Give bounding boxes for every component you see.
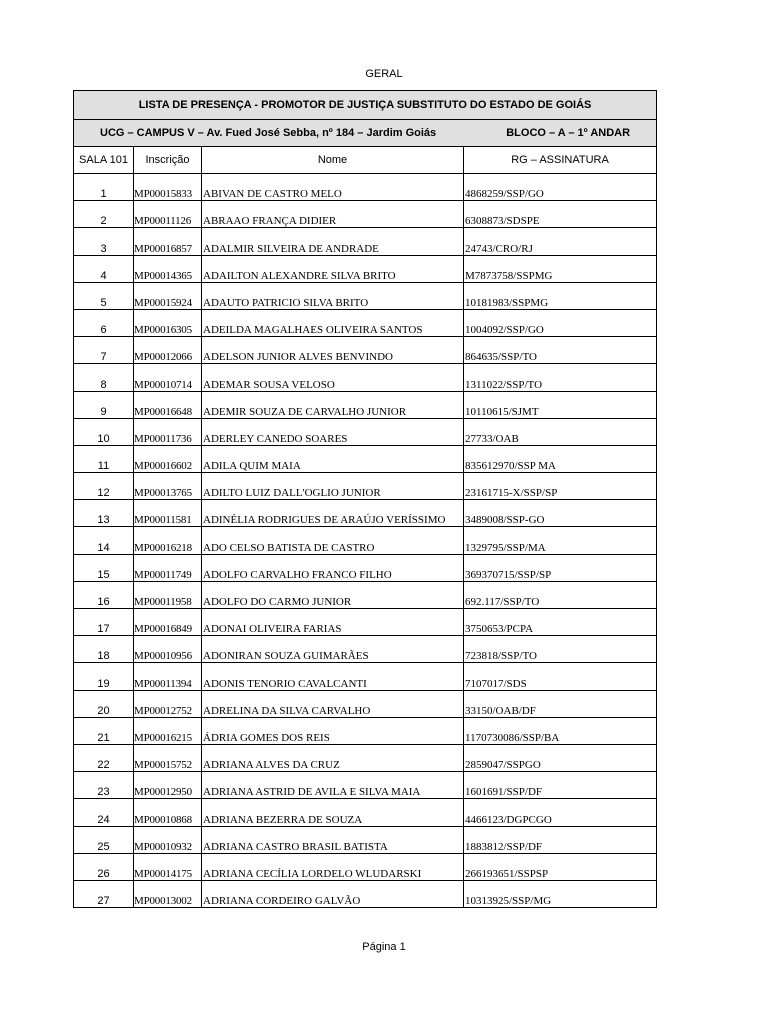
row-rg: 1329795/SSP/MA bbox=[464, 527, 657, 554]
row-rg: 692.117/SSP/TO bbox=[464, 581, 657, 608]
row-inscricao: MP00016849 bbox=[134, 609, 202, 636]
row-nome: ADRIANA ALVES DA CRUZ bbox=[202, 744, 464, 771]
row-number: 9 bbox=[74, 391, 134, 418]
table-row bbox=[74, 255, 657, 282]
row-number: 1 bbox=[74, 174, 134, 201]
row-number: 3 bbox=[74, 228, 134, 255]
block-text: BLOCO – A – 1º ANDAR bbox=[506, 127, 631, 139]
row-number: 25 bbox=[74, 826, 134, 853]
table-row bbox=[74, 282, 657, 309]
table-row bbox=[74, 391, 657, 418]
row-inscricao: MP00016602 bbox=[134, 445, 202, 472]
row-inscricao: MP00011394 bbox=[134, 663, 202, 690]
row-number: 10 bbox=[74, 418, 134, 445]
column-header-inscricao: Inscrição bbox=[134, 147, 202, 174]
row-rg: 24743/CRO/RJ bbox=[464, 228, 657, 255]
row-number: 2 bbox=[74, 201, 134, 228]
table-row bbox=[74, 337, 657, 364]
column-header-nome: Nome bbox=[202, 147, 464, 174]
table-row bbox=[74, 527, 657, 554]
row-rg: 7107017/SDS bbox=[464, 663, 657, 690]
row-nome: ADRIANA ASTRID DE AVILA E SILVA MAIA bbox=[202, 772, 464, 799]
row-rg: 266193651/SSPSP bbox=[464, 853, 657, 880]
row-rg: 864635/SSP/TO bbox=[464, 337, 657, 364]
table-row bbox=[74, 772, 657, 799]
row-inscricao: MP00016215 bbox=[134, 717, 202, 744]
table-row bbox=[74, 636, 657, 663]
row-number: 21 bbox=[74, 717, 134, 744]
row-nome: ADOLFO DO CARMO JUNIOR bbox=[202, 581, 464, 608]
row-rg: 369370715/SSP/SP bbox=[464, 554, 657, 581]
row-rg: 10313925/SSP/MG bbox=[464, 880, 657, 907]
row-inscricao: MP00013765 bbox=[134, 473, 202, 500]
row-nome: ADERLEY CANEDO SOARES bbox=[202, 418, 464, 445]
row-nome: ABRAAO FRANÇA DIDIER bbox=[202, 201, 464, 228]
row-inscricao: MP00010714 bbox=[134, 364, 202, 391]
table-row bbox=[74, 445, 657, 472]
row-nome: ADALMIR SILVEIRA DE ANDRADE bbox=[202, 228, 464, 255]
row-inscricao: MP00012752 bbox=[134, 690, 202, 717]
column-header-sala: SALA 101 bbox=[74, 147, 134, 174]
row-number: 12 bbox=[74, 473, 134, 500]
row-nome: ADEMIR SOUZA DE CARVALHO JUNIOR bbox=[202, 391, 464, 418]
row-rg: 10181983/SSPMG bbox=[464, 282, 657, 309]
column-header-rg: RG – ASSINATURA bbox=[464, 147, 657, 174]
row-rg: 33150/OAB/DF bbox=[464, 690, 657, 717]
row-rg: 1004092/SSP/GO bbox=[464, 309, 657, 336]
row-rg: 4868259/SSP/GO bbox=[464, 174, 657, 201]
table-row bbox=[74, 364, 657, 391]
row-rg: 6308873/SDSPE bbox=[464, 201, 657, 228]
row-inscricao: MP00011581 bbox=[134, 500, 202, 527]
row-number: 22 bbox=[74, 744, 134, 771]
row-inscricao: MP00011736 bbox=[134, 418, 202, 445]
table-row bbox=[74, 201, 657, 228]
table-row bbox=[74, 228, 657, 255]
table-title: LISTA DE PRESENÇA - PROMOTOR DE JUSTIÇA SUBSTITUTO DO ESTADO DE GOIÁS bbox=[74, 91, 657, 120]
row-nome: ADO CELSO BATISTA DE CASTRO bbox=[202, 527, 464, 554]
row-rg: 1601691/SSP/DF bbox=[464, 772, 657, 799]
table-row bbox=[74, 609, 657, 636]
row-number: 11 bbox=[74, 445, 134, 472]
row-number: 24 bbox=[74, 799, 134, 826]
table-row bbox=[74, 554, 657, 581]
location-text: UCG – CAMPUS V – Av. Fued José Sebba, nº 184 – Jardim Goiás bbox=[100, 127, 437, 139]
table-row bbox=[74, 473, 657, 500]
row-nome: ADELSON JUNIOR ALVES BENVINDO bbox=[202, 337, 464, 364]
row-inscricao: MP00013002 bbox=[134, 880, 202, 907]
row-rg: 723818/SSP/TO bbox=[464, 636, 657, 663]
row-number: 7 bbox=[74, 337, 134, 364]
row-number: 15 bbox=[74, 554, 134, 581]
column-header-row bbox=[74, 147, 657, 174]
row-rg: 27733/OAB bbox=[464, 418, 657, 445]
table-row bbox=[74, 174, 657, 201]
table-row bbox=[74, 663, 657, 690]
row-inscricao: MP00014365 bbox=[134, 255, 202, 282]
row-inscricao: MP00010932 bbox=[134, 826, 202, 853]
row-nome: ADONIRAN SOUZA GUIMARÃES bbox=[202, 636, 464, 663]
row-nome: ADAILTON ALEXANDRE SILVA BRITO bbox=[202, 255, 464, 282]
row-nome: ADINÉLIA RODRIGUES DE ARAÚJO VERÍSSIMO bbox=[202, 500, 464, 527]
table-row bbox=[74, 690, 657, 717]
row-inscricao: MP00010956 bbox=[134, 636, 202, 663]
row-nome: ÁDRIA GOMES DOS REIS bbox=[202, 717, 464, 744]
row-nome: ADOLFO CARVALHO FRANCO FILHO bbox=[202, 554, 464, 581]
table-row bbox=[74, 799, 657, 826]
row-nome: ADEILDA MAGALHAES OLIVEIRA SANTOS bbox=[202, 309, 464, 336]
row-inscricao: MP00016218 bbox=[134, 527, 202, 554]
row-number: 6 bbox=[74, 309, 134, 336]
row-rg: 1883812/SSP/DF bbox=[464, 826, 657, 853]
row-nome: ADILTO LUIZ DALL'OGLIO JUNIOR bbox=[202, 473, 464, 500]
table-row bbox=[74, 309, 657, 336]
table-row bbox=[74, 880, 657, 907]
attendance-table bbox=[73, 90, 657, 908]
row-nome: ADRIANA CORDEIRO GALVÃO bbox=[202, 880, 464, 907]
row-number: 5 bbox=[74, 282, 134, 309]
row-rg: 3750653/PCPA bbox=[464, 609, 657, 636]
row-number: 18 bbox=[74, 636, 134, 663]
row-inscricao: MP00016857 bbox=[134, 228, 202, 255]
page-footer: Página 1 bbox=[362, 941, 406, 953]
location-row bbox=[74, 120, 657, 147]
row-inscricao: MP00011126 bbox=[134, 201, 202, 228]
row-rg: 23161715-X/SSP/SP bbox=[464, 473, 657, 500]
table-row bbox=[74, 744, 657, 771]
row-nome: ABIVAN DE CASTRO MELO bbox=[202, 174, 464, 201]
row-rg: M7873758/SSPMG bbox=[464, 255, 657, 282]
row-nome: ADRIANA CASTRO BRASIL BATISTA bbox=[202, 826, 464, 853]
row-inscricao: MP00015833 bbox=[134, 174, 202, 201]
row-rg: 4466123/DGPCGO bbox=[464, 799, 657, 826]
table-row bbox=[74, 826, 657, 853]
row-nome: ADILA QUIM MAIA bbox=[202, 445, 464, 472]
row-inscricao: MP00014175 bbox=[134, 853, 202, 880]
row-nome: ADEMAR SOUSA VELOSO bbox=[202, 364, 464, 391]
row-rg: 835612970/SSP MA bbox=[464, 445, 657, 472]
row-nome: ADRELINA DA SILVA CARVALHO bbox=[202, 690, 464, 717]
table-row bbox=[74, 581, 657, 608]
row-number: 14 bbox=[74, 527, 134, 554]
row-rg: 1311022/SSP/TO bbox=[464, 364, 657, 391]
row-rg: 3489008/SSP-GO bbox=[464, 500, 657, 527]
row-inscricao: MP00015924 bbox=[134, 282, 202, 309]
row-inscricao: MP00012950 bbox=[134, 772, 202, 799]
row-number: 26 bbox=[74, 853, 134, 880]
row-number: 23 bbox=[74, 772, 134, 799]
row-rg: 2859047/SSPGO bbox=[464, 744, 657, 771]
row-number: 19 bbox=[74, 663, 134, 690]
row-nome: ADONAI OLIVEIRA FARIAS bbox=[202, 609, 464, 636]
row-inscricao: MP00012066 bbox=[134, 337, 202, 364]
row-inscricao: MP00011749 bbox=[134, 554, 202, 581]
row-number: 4 bbox=[74, 255, 134, 282]
row-number: 27 bbox=[74, 880, 134, 907]
row-inscricao: MP00015752 bbox=[134, 744, 202, 771]
row-rg: 10110615/SJMT bbox=[464, 391, 657, 418]
table-row bbox=[74, 418, 657, 445]
row-number: 8 bbox=[74, 364, 134, 391]
table-title-row bbox=[74, 91, 657, 120]
row-nome: ADRIANA BEZERRA DE SOUZA bbox=[202, 799, 464, 826]
row-number: 16 bbox=[74, 581, 134, 608]
row-inscricao: MP00016305 bbox=[134, 309, 202, 336]
row-inscricao: MP00011958 bbox=[134, 581, 202, 608]
row-number: 13 bbox=[74, 500, 134, 527]
table-row bbox=[74, 717, 657, 744]
table-row bbox=[74, 853, 657, 880]
row-rg: 1170730086/SSP/BA bbox=[464, 717, 657, 744]
row-number: 20 bbox=[74, 690, 134, 717]
row-nome: ADAUTO PATRICIO SILVA BRITO bbox=[202, 282, 464, 309]
row-number: 17 bbox=[74, 609, 134, 636]
page-header: GERAL bbox=[365, 68, 403, 80]
table-row bbox=[74, 500, 657, 527]
row-inscricao: MP00010868 bbox=[134, 799, 202, 826]
row-inscricao: MP00016648 bbox=[134, 391, 202, 418]
row-nome: ADONIS TENORIO CAVALCANTI bbox=[202, 663, 464, 690]
row-nome: ADRIANA CECÍLIA LORDELO WLUDARSKI bbox=[202, 853, 464, 880]
